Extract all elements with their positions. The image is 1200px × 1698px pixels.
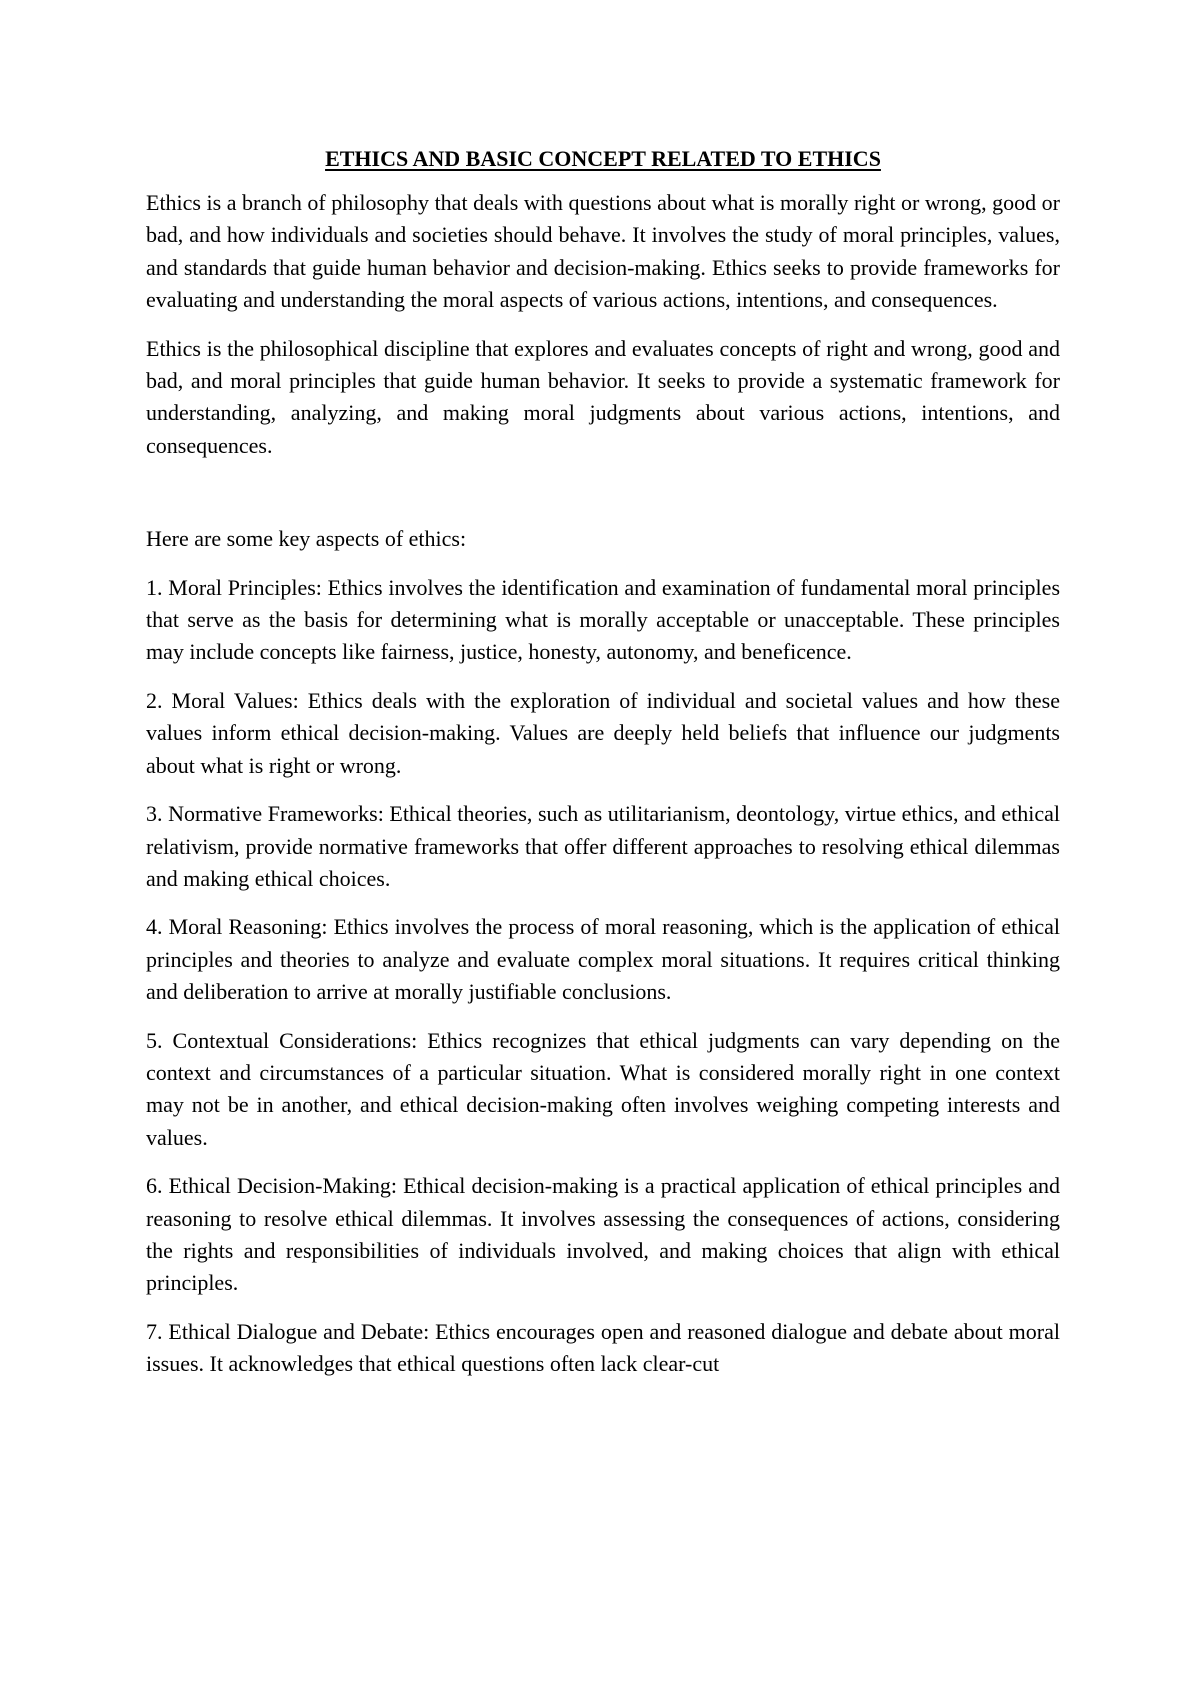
list-item-ethical-dialogue: 7. Ethical Dialogue and Debate: Ethics encourages open and reasoned dialogue and debate about moral issues. It acknowledges that ethical questions often lack clear-cut bbox=[146, 1318, 1060, 1377]
list-item-moral-principles: 1. Moral Principles: Ethics involves the identification and examination of fundamental moral principles that serve as the basis for determining what is morally acceptable or unacceptable. These principles may include concepts like fairness, justice, honesty, autonomy, and beneficence. bbox=[146, 574, 1060, 665]
document-title: ETHICS AND BASIC CONCEPT RELATED TO ETHICS bbox=[325, 146, 881, 171]
list-item-moral-values: 2. Moral Values: Ethics deals with the exploration of individual and societal values and how these values inform ethical decision-making. Values are deeply held beliefs that influence our judgments about what is right or wrong. bbox=[146, 687, 1060, 778]
paragraph-definition-2: Ethics is the philosophical discipline that explores and evaluates concepts of right and wrong, good and bad, and moral principles that guide human behavior. It seeks to provide a systematic framework for understanding, analyzing, and making moral judgments about various actions, intentions, and consequences. bbox=[146, 335, 1060, 458]
paragraph-definition-1: Ethics is a branch of philosophy that deals with questions about what is morally right or wrong, good or bad, and how individuals and societies should behave. It involves the study of moral principles, values, and standards that guide human behavior and decision-making. Ethics seeks to provide frameworks for evaluating and understanding the moral aspects of various actions, intentions, and consequences. bbox=[146, 190, 1060, 313]
list-item-normative-frameworks: 3. Normative Frameworks: Ethical theories, such as utilitarianism, deontology, virtue ethics, and ethical relativism, provide normative frameworks that offer different approaches to resolving ethical dilemmas and making ethical choices. bbox=[146, 801, 1060, 891]
paragraph-key-aspects-intro: Here are some key aspects of ethics: bbox=[146, 526, 467, 552]
document-body bbox=[146, 143, 1060, 1397]
list-item-contextual-considerations: 5. Contextual Considerations: Ethics recognizes that ethical judgments can vary depending on the context and circumstances of a particular situation. What is considered morally right in one context may not be in another, and ethical decision-making often involves weighing competing interests and values. bbox=[146, 1027, 1060, 1150]
list-item-ethical-decision-making: 6. Ethical Decision-Making: Ethical decision-making is a practical application of ethical principles and reasoning to resolve ethical dilemmas. It involves assessing the consequences of actions, considering the rights and responsibilities of individuals involved, and making choices that align with ethical principles. bbox=[146, 1173, 1060, 1296]
list-item-moral-reasoning: 4. Moral Reasoning: Ethics involves the process of moral reasoning, which is the application of ethical principles and theories to analyze and evaluate complex moral situations. It requires critical thinking and deliberation to arrive at morally justifiable conclusions. bbox=[146, 914, 1060, 1005]
